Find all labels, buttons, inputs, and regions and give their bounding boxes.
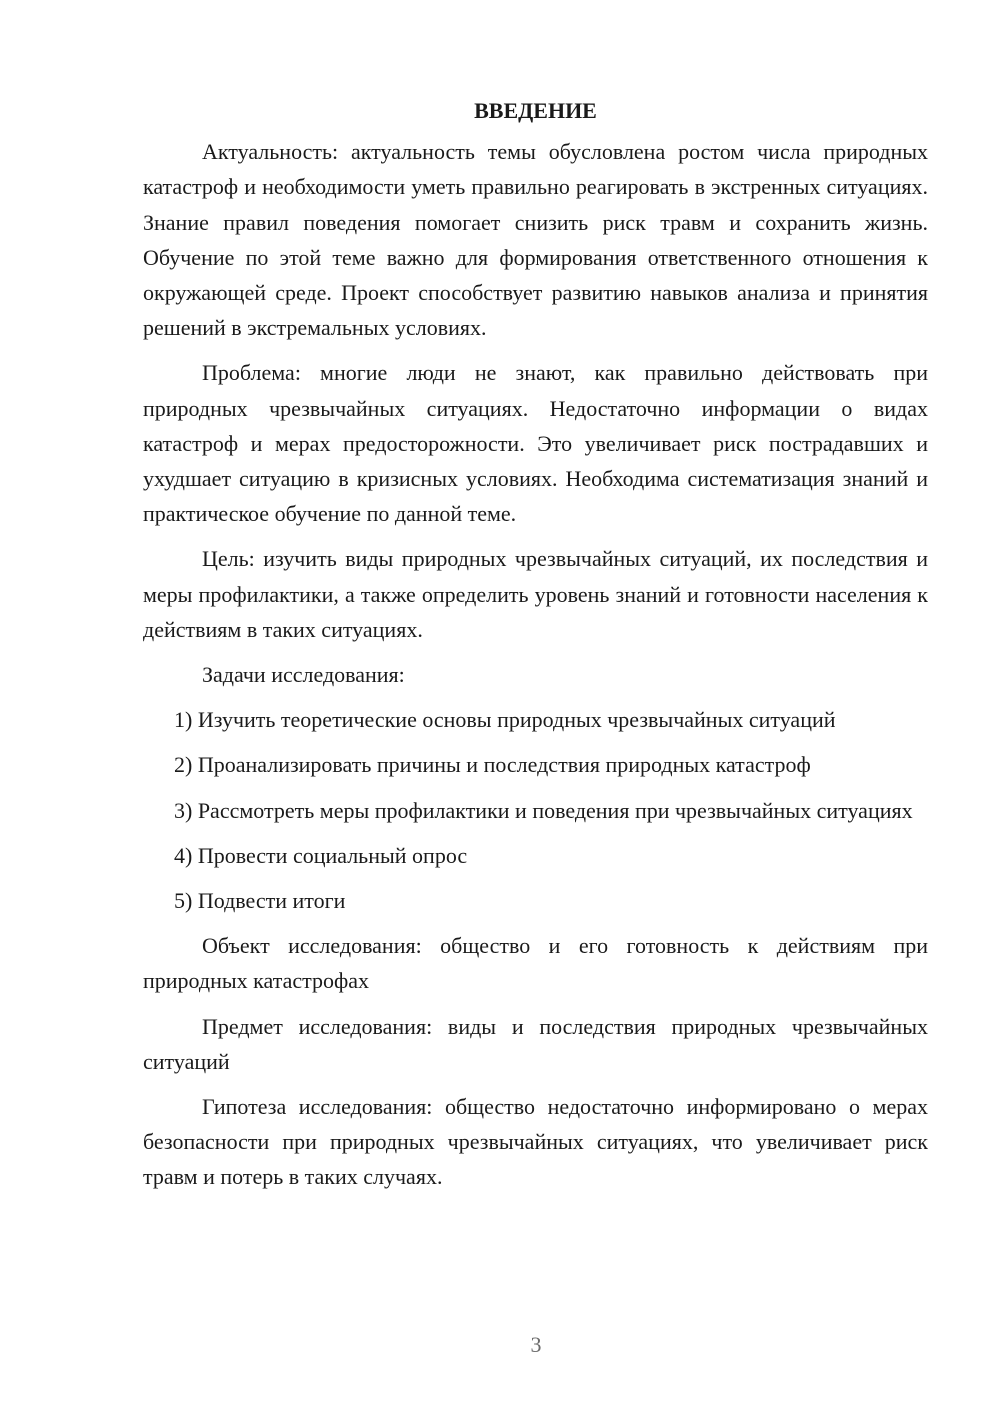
object-paragraph: Объект исследования: общество и его готовность к действиям при природных катастрофах [143,933,928,994]
task-item-3: 3) Рассмотреть меры профилактики и поведения при чрезвычайных ситуациях [174,797,913,823]
task-item-1: 1) Изучить теоретические основы природных чрезвычайных ситуаций [174,707,836,733]
subject-paragraph: Предмет исследования: виды и последствия природных чрезвычайных ситуаций [143,1013,928,1074]
tasks-heading: Задачи исследования: [202,662,405,688]
task-item-5: 5) Подвести итоги [174,888,346,914]
goal-paragraph: Цель: изучить виды природных чрезвычайных ситуаций, их последствия и меры профилактики, а также определить уровень знаний и готовности населения к действиям в таких ситуациях. [143,546,928,642]
page-title: ВВЕДЕНИЕ [474,98,597,123]
hypothesis-paragraph: Гипотеза исследования: общество недостаточно информировано о мерах безопасности при природных чрезвычайных ситуациях, что увеличивает риск травм и потерь в таких случаях. [143,1094,928,1190]
page-number: 3 [530,1332,542,1357]
document-page [143,93,928,1205]
task-item-2: 2) Проанализировать причины и последствия природных катастроф [174,752,811,778]
task-item-4: 4) Провести социальный опрос [174,842,468,868]
problem-paragraph: Проблема: многие люди не знают, как правильно действовать при природных чрезвычайных ситуациях. Недостаточно информации о видах катастроф и мерах предосторожности. Это увеличивает риск пострадавших и ухудшает ситуацию в кризисных условиях. Необходима систематизация знаний и практическое обучение по данной теме. [143,360,928,527]
relevance-paragraph: Актуальность: актуальность темы обусловлена ростом числа природных катастроф и необходимости уметь правильно реагировать в экстренных ситуациях. Знание правил поведения помогает снизить риск травм и сохранить жизнь. Обучение по этой теме важно для формирования ответственного отношения к окружающей среде. Проект способствует развитию навыков анализа и принятия решений в экстремальных условиях. [143,139,928,341]
